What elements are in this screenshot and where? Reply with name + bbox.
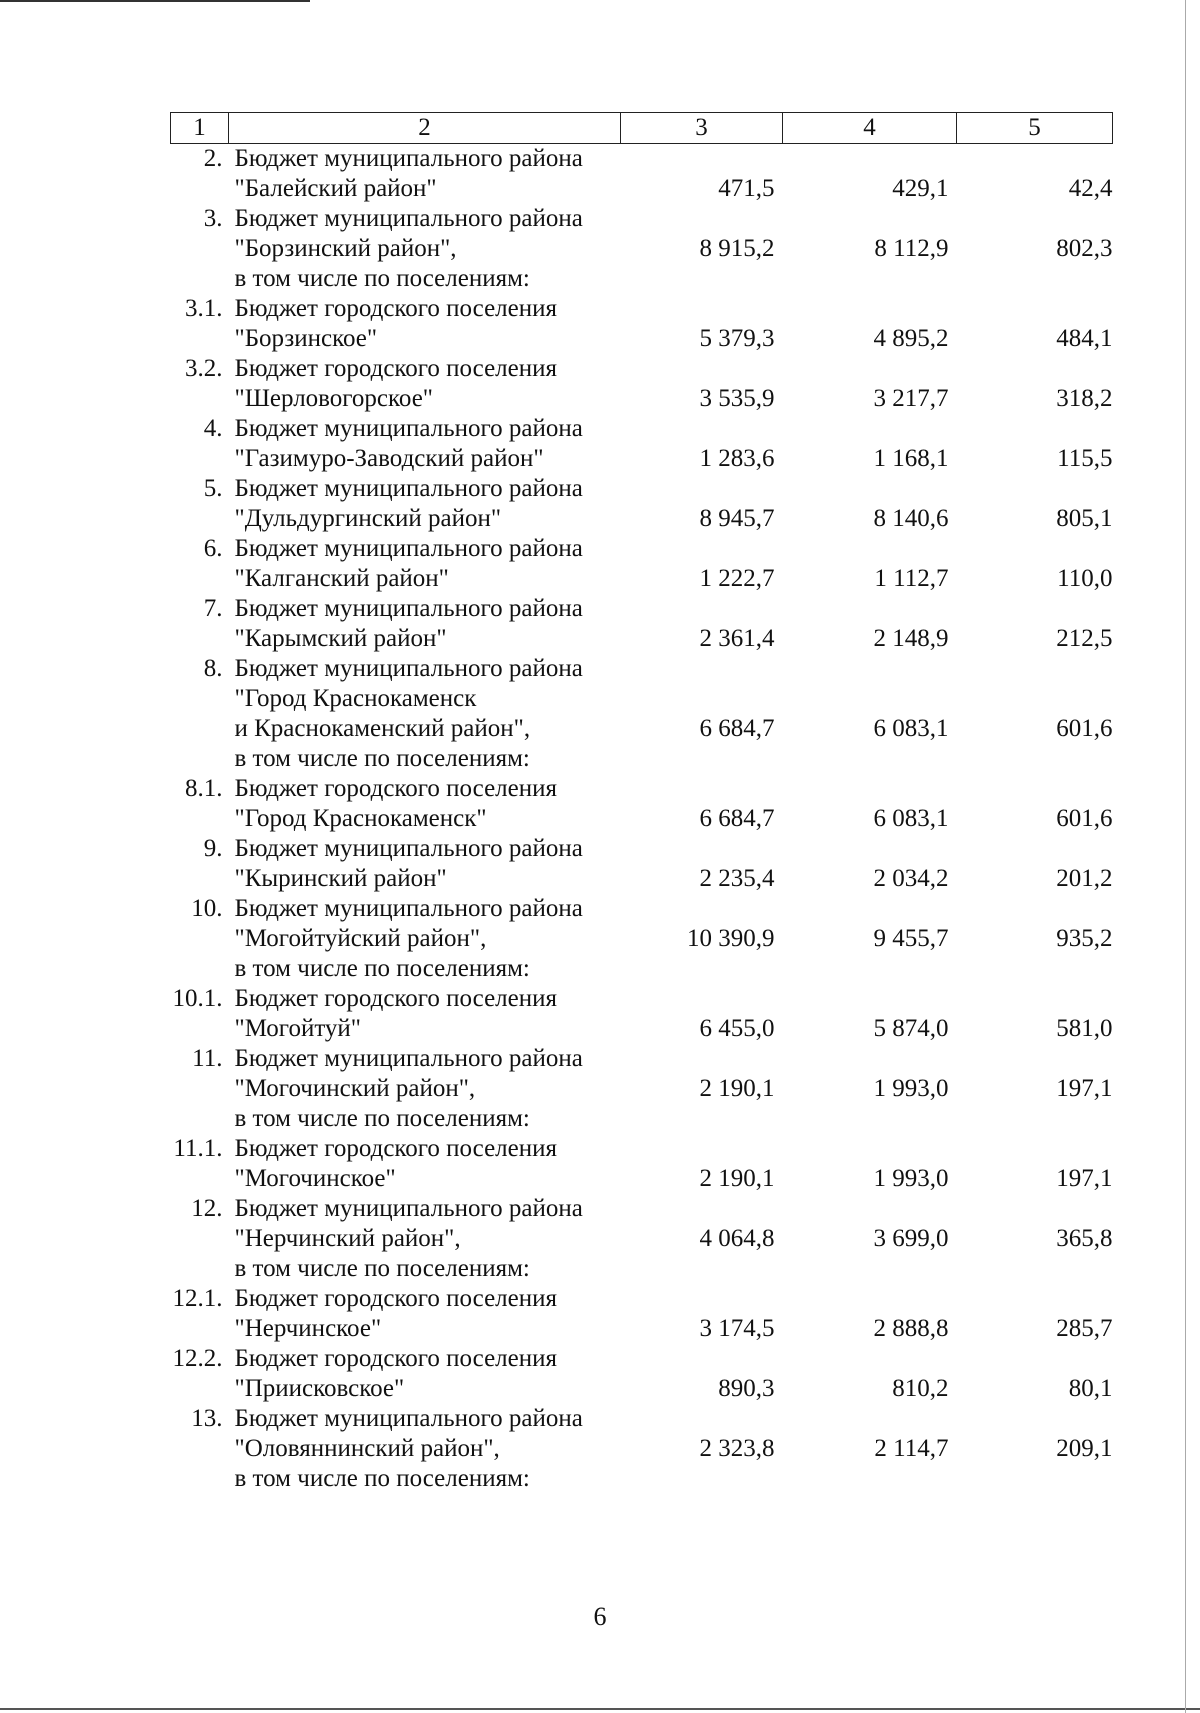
budget-name-line: Бюджет муниципального района [234,1405,583,1432]
budget-name-line: Бюджет городского поселения [234,355,558,382]
budget-name-line: Бюджет муниципального района [234,895,583,922]
value-col-3: 6 684,7 [699,715,775,742]
budget-name-line: Бюджет муниципального района [234,835,583,862]
budget-name-line: "Балейский район" [234,175,437,202]
table-row [171,774,1113,834]
budget-name-line: "Карымский район" [234,625,447,652]
value-col-5: 197,1 [1056,1165,1113,1192]
budget-name-line: "Борзинское" [234,325,378,352]
value-col-3: 2 361,4 [699,625,775,652]
value-col-5: 209,1 [1056,1435,1113,1462]
page-number: 6 [593,1602,607,1631]
budget-name-line: "Могочинское" [234,1165,396,1192]
budget-name-line: "Шерловогорское" [234,385,434,412]
budget-name-line: "Могойтуй" [234,1015,362,1042]
row-number: 8.1. [185,775,223,802]
value-col-4: 8 112,9 [874,235,949,262]
budget-name [229,984,621,1044]
budget-name-line: Бюджет муниципального района [234,415,583,442]
header-col-1: 1 [171,113,229,144]
value-col-3: 10 390,9 [687,925,775,952]
budget-name-line: Бюджет городского поселения [234,1135,558,1162]
table-row [171,534,1113,594]
row-number: 13. [191,1405,223,1432]
row-number: 3. [203,205,223,232]
budget-name [229,594,621,654]
table-row [171,1044,1113,1104]
budget-name [229,1194,621,1254]
row-number: 11. [192,1045,223,1072]
value-col-3: 6 684,7 [699,805,775,832]
value-col-5: 197,1 [1056,1075,1113,1102]
budget-name [229,894,621,954]
value-col-3: 2 235,4 [699,865,775,892]
budget-name-line: "Газимуро-Заводский район" [234,445,544,472]
budget-name-line: "Могочинский район", [234,1075,476,1102]
table-row [171,1404,1113,1464]
budget-name [229,474,621,534]
budget-table [170,112,1113,1494]
value-col-5: 935,2 [1056,925,1113,952]
header-col-5: 5 [957,113,1113,144]
subtitle-text: в том числе по поселениям: [234,745,530,772]
budget-name-line: "Калганский район" [234,565,449,592]
table-row [171,1194,1113,1254]
value-col-5: 601,6 [1056,805,1113,832]
value-col-5: 581,0 [1056,1015,1113,1042]
value-col-3: 8 945,7 [699,505,775,532]
budget-name-line: "Нерчинское" [234,1315,382,1342]
header-col-2: 2 [229,113,621,144]
value-col-5: 201,2 [1056,865,1113,892]
budget-name-line: Бюджет муниципального района [234,475,583,502]
budget-name [229,1134,621,1194]
scan-edge-top [0,0,310,2]
value-col-5: 805,1 [1056,505,1113,532]
row-number: 12.2. [172,1345,223,1372]
budget-name-line: Бюджет муниципального района [234,1045,583,1072]
table-row [171,594,1113,654]
subtitle-text: в том числе по поселениям: [234,955,530,982]
budget-name [229,534,621,594]
row-number: 12.1. [172,1285,223,1312]
value-col-3: 6 455,0 [699,1015,775,1042]
budget-name-line: "Город Краснокаменск [234,685,477,712]
value-col-4: 4 895,2 [873,325,949,352]
value-col-4: 8 140,6 [873,505,949,532]
value-col-5: 115,5 [1057,445,1113,472]
header-col-3: 3 [621,113,783,144]
subtitle-row [171,744,1113,774]
subtitle-row [171,1464,1113,1494]
budget-name-line: Бюджет муниципального района [234,205,583,232]
budget-name-line: Бюджет муниципального района [234,1195,583,1222]
table-row [171,474,1113,534]
value-col-5: 42,4 [1068,175,1113,202]
value-col-3: 890,3 [718,1375,775,1402]
value-col-4: 2 888,8 [873,1315,949,1342]
subtitle-text: в том числе по поселениям: [234,265,530,292]
header-col-4: 4 [783,113,957,144]
budget-name [229,414,621,474]
value-col-4: 3 699,0 [873,1225,949,1252]
table-header [171,113,1113,144]
budget-name [229,834,621,894]
value-col-3: 3 174,5 [699,1315,775,1342]
subtitle-text: в том числе по поселениям: [234,1255,530,1282]
value-col-4: 5 874,0 [873,1015,949,1042]
budget-name-line: Бюджет муниципального района [234,145,583,172]
row-number: 3.1. [185,295,223,322]
budget-name [229,1404,621,1464]
value-col-3: 5 379,3 [699,325,775,352]
value-col-4: 9 455,7 [873,925,949,952]
row-number: 3.2. [185,355,223,382]
budget-name-line: "Город Краснокаменск" [234,805,487,832]
scan-edge-bottom [0,1708,1200,1710]
subtitle-text: в том числе по поселениям: [234,1465,530,1492]
row-number: 12. [191,1195,223,1222]
value-col-5: 802,3 [1056,235,1113,262]
value-col-3: 3 535,9 [699,385,775,412]
budget-name [229,144,621,205]
value-col-3: 471,5 [718,175,775,202]
value-col-3: 8 915,2 [699,235,775,262]
budget-name [229,1044,621,1104]
row-number: 11.1. [173,1135,223,1162]
budget-name-line: Бюджет городского поселения [234,295,558,322]
budget-name-line: Бюджет городского поселения [234,985,558,1012]
value-col-4: 1 168,1 [873,445,949,472]
budget-name-line: Бюджет муниципального района [234,595,583,622]
budget-name-line: и Краснокаменский район", [234,715,531,742]
value-col-5: 110,0 [1057,565,1113,592]
table-row [171,894,1113,954]
budget-name [229,774,621,834]
subtitle-text: в том числе по поселениям: [234,1105,530,1132]
table-row [171,204,1113,264]
table-row [171,1134,1113,1194]
table-row [171,354,1113,414]
budget-name [229,354,621,414]
row-number: 2. [203,145,223,172]
value-col-3: 2 323,8 [699,1435,775,1462]
subtitle-row [171,954,1113,984]
budget-name [229,204,621,264]
value-col-3: 1 222,7 [699,565,775,592]
budget-name-line: "Оловяннинский район", [234,1435,500,1462]
value-col-4: 1 112,7 [874,565,949,592]
value-col-4: 6 083,1 [873,715,949,742]
scan-edge-right [1185,0,1186,1713]
row-number: 4. [203,415,223,442]
budget-name-line: "Дульдургинский район" [234,505,502,532]
value-col-4: 3 217,7 [873,385,949,412]
value-col-4: 1 993,0 [873,1075,949,1102]
value-col-5: 365,8 [1056,1225,1113,1252]
row-number: 8. [203,655,223,682]
subtitle-row [171,264,1113,294]
budget-name-line: "Нерчинский район", [234,1225,461,1252]
value-col-5: 484,1 [1056,325,1113,352]
value-col-4: 429,1 [892,175,949,202]
budget-name [229,654,621,744]
table-body [171,144,1113,1495]
table-row [171,144,1113,205]
budget-name [229,1284,621,1344]
value-col-4: 2 114,7 [874,1435,949,1462]
value-col-4: 6 083,1 [873,805,949,832]
table-row [171,1284,1113,1344]
value-col-5: 285,7 [1056,1315,1113,1342]
value-col-4: 810,2 [892,1375,949,1402]
table-row [171,1344,1113,1404]
value-col-5: 318,2 [1056,385,1113,412]
value-col-3: 1 283,6 [699,445,775,472]
subtitle-row [171,1104,1113,1134]
value-col-5: 212,5 [1056,625,1113,652]
value-col-3: 2 190,1 [699,1075,775,1102]
row-number: 7. [203,595,223,622]
value-col-3: 4 064,8 [699,1225,775,1252]
value-col-4: 1 993,0 [873,1165,949,1192]
value-col-3: 2 190,1 [699,1165,775,1192]
budget-name-line: "Приисковское" [234,1375,405,1402]
budget-name [229,1344,621,1404]
table-row [171,414,1113,474]
value-col-4: 2 148,9 [873,625,949,652]
row-number: 6. [203,535,223,562]
budget-name-line: "Борзинский район", [234,235,457,262]
value-col-4: 2 034,2 [873,865,949,892]
value-col-5: 601,6 [1056,715,1113,742]
table-row [171,834,1113,894]
header-row [171,113,1113,144]
budget-name [229,294,621,354]
row-number: 9. [203,835,223,862]
row-number: 10.1. [172,985,223,1012]
budget-name-line: Бюджет городского поселения [234,775,558,802]
budget-name-line: Бюджет городского поселения [234,1285,558,1312]
value-col-5: 80,1 [1068,1375,1113,1402]
budget-name-line: Бюджет муниципального района [234,535,583,562]
budget-name-line: "Могойтуйский район", [234,925,487,952]
table-row [171,654,1113,744]
subtitle-row [171,1254,1113,1284]
budget-name-line: Бюджет городского поселения [234,1345,558,1372]
table-row [171,294,1113,354]
budget-name-line: Бюджет муниципального района [234,655,583,682]
row-number: 10. [191,895,223,922]
budget-name-line: "Кыринский район" [234,865,447,892]
table-row [171,984,1113,1044]
row-number: 5. [203,475,223,502]
